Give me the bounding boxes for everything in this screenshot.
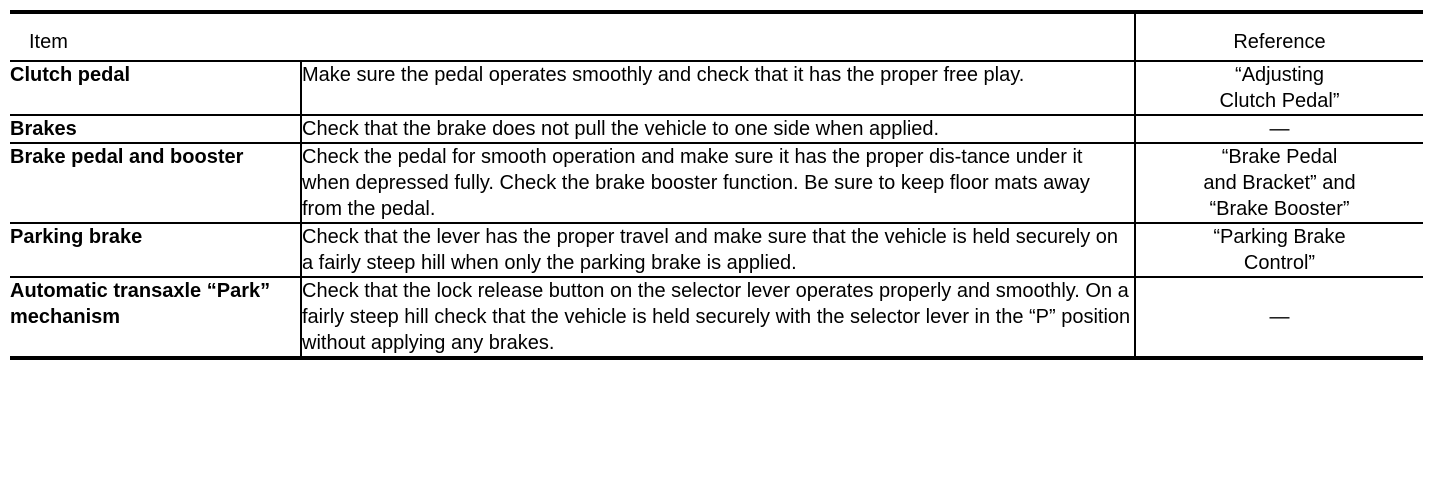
row-reference — [1135, 115, 1423, 143]
reference-line: — — [1269, 118, 1290, 140]
header-item: Item — [10, 12, 1135, 61]
reference-line: — — [1269, 306, 1290, 328]
inspection-table — [10, 10, 1423, 360]
table-row — [10, 61, 1423, 115]
row-description: Check that the lever has the proper travel and make sure that the vehicle is held securely on a fairly steep hill when only the parking brake is applied. — [301, 223, 1135, 277]
row-description: Check that the lock release button on the selector lever operates properly and smoothly. On a fairly steep hill check that the vehicle is held securely with the selector lever in the “P” position without applying any brakes. — [301, 277, 1135, 358]
reference-line: “Brake Pedal — [1221, 146, 1338, 168]
row-description: Check that the brake does not pull the vehicle to one side when applied. — [301, 115, 1135, 143]
reference-line: Control” — [1243, 252, 1316, 274]
header-reference: Reference — [1135, 12, 1423, 61]
table-row — [10, 143, 1423, 223]
table-row — [10, 115, 1423, 143]
row-item: Automatic transaxle “Park” mechanism — [10, 277, 301, 358]
row-item: Clutch pedal — [10, 61, 301, 115]
row-reference — [1135, 61, 1423, 115]
row-reference — [1135, 223, 1423, 277]
row-description: Check the pedal for smooth operation and make sure it has the proper dis-tance under it when depressed fully. Check the brake booster function. Be sure to keep floor mats away from the pedal. — [301, 143, 1135, 223]
table-row — [10, 223, 1423, 277]
reference-line: Clutch Pedal” — [1219, 90, 1340, 112]
row-item: Brakes — [10, 115, 301, 143]
row-reference — [1135, 143, 1423, 223]
row-item: Brake pedal and booster — [10, 143, 301, 223]
row-item: Parking brake — [10, 223, 301, 277]
table-header-row — [10, 12, 1423, 61]
row-description: Make sure the pedal operates smoothly and check that it has the proper free play. — [301, 61, 1135, 115]
reference-line: “Parking Brake — [1213, 226, 1346, 248]
table-row — [10, 277, 1423, 358]
reference-line: and Bracket” and — [1203, 172, 1356, 194]
reference-line: “Brake Booster” — [1209, 198, 1350, 220]
reference-line: “Adjusting — [1235, 64, 1324, 86]
row-reference — [1135, 277, 1423, 358]
